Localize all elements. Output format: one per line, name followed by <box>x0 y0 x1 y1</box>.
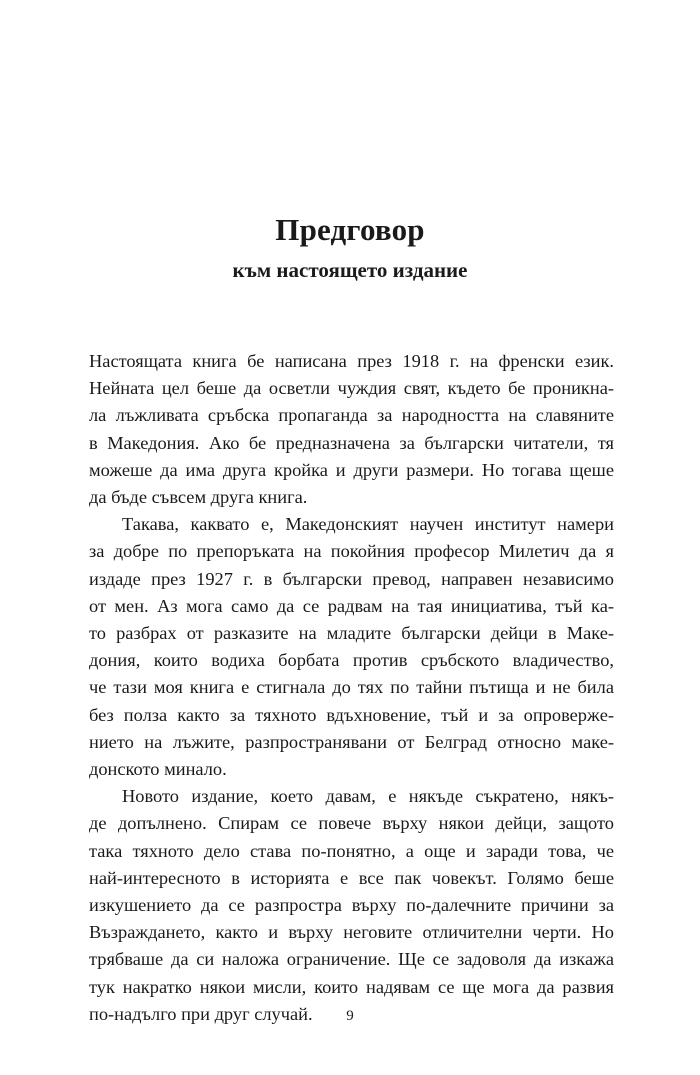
text-line: Възраждането, както и върху неговите отличителни черти. Но <box>89 922 614 943</box>
text-line: ла лъжливата сръбска пропаганда за народността на славяните <box>89 405 614 426</box>
text-line: Такава, каквато е, Македонският научен институт намери <box>122 514 614 535</box>
body-text <box>89 348 614 1028</box>
text-line: нието на лъжите, разпространявани от Белград относно маке- <box>89 731 614 752</box>
text-line: без полза както за тяхното вдъхновение, тъй и за опровержe- <box>89 704 614 725</box>
page-number: 9 <box>346 1008 354 1024</box>
chapter-subtitle: към настоящето издание <box>232 258 468 282</box>
text-line: донското минало. <box>89 759 227 780</box>
text-line: от мен. Аз мога само да се радвам на тая инициатива, тъй ка- <box>89 595 614 616</box>
text-line: де допълнено. Спирам се повече върху някои дейци, защото <box>89 813 614 834</box>
paragraph <box>89 348 614 511</box>
text-line: то разбрах от разказите на младите български дейци в Маке- <box>89 623 614 644</box>
text-line: че тази моя книга е стигнала до тях по тайни пътища и не била <box>89 677 614 698</box>
text-line: можеше да има друга кройка и други размери. Но тогава щеше <box>89 459 614 480</box>
text-line: Новото издание, което давам, е някъде съкратено, някъ- <box>122 786 614 807</box>
text-line: за добре по препоръката на покойния професор Милетич да я <box>89 541 614 562</box>
text-line: така тяхното дело става по-понятно, а още и заради това, че <box>89 840 614 861</box>
text-line: издаде през 1927 г. в български превод, направен независимо <box>89 568 614 589</box>
text-line: в Македония. Ако бе предназначена за български читатели, тя <box>89 432 614 453</box>
text-line: Нейната цел беше да осветли чуждия свят, където бе проникна- <box>89 378 614 399</box>
text-line: Настоящата книга бе написана през 1918 г. на френски език. <box>89 351 614 371</box>
text-line: тук накратко някои мисли, които надявам се ще мога да развия <box>89 976 614 997</box>
text-line: по-надълго при друг случай. <box>89 1003 313 1024</box>
text-line: да бъде съвсем друга книга. <box>89 487 308 508</box>
text-line: най-интересното в историята е все пак човекът. Голямо беше <box>89 867 614 888</box>
chapter-title: Предговор <box>275 212 425 247</box>
text-line: трябваше да си наложа ограничение. Ще се задоволя да изкажа <box>89 949 614 970</box>
text-line: изкушението да се разпростра върху по-далечните причини за <box>89 895 614 916</box>
text-line: дония, които водиха борбата против сръбското владичество, <box>89 650 614 671</box>
paragraph <box>89 511 614 783</box>
paragraph <box>89 783 614 1028</box>
